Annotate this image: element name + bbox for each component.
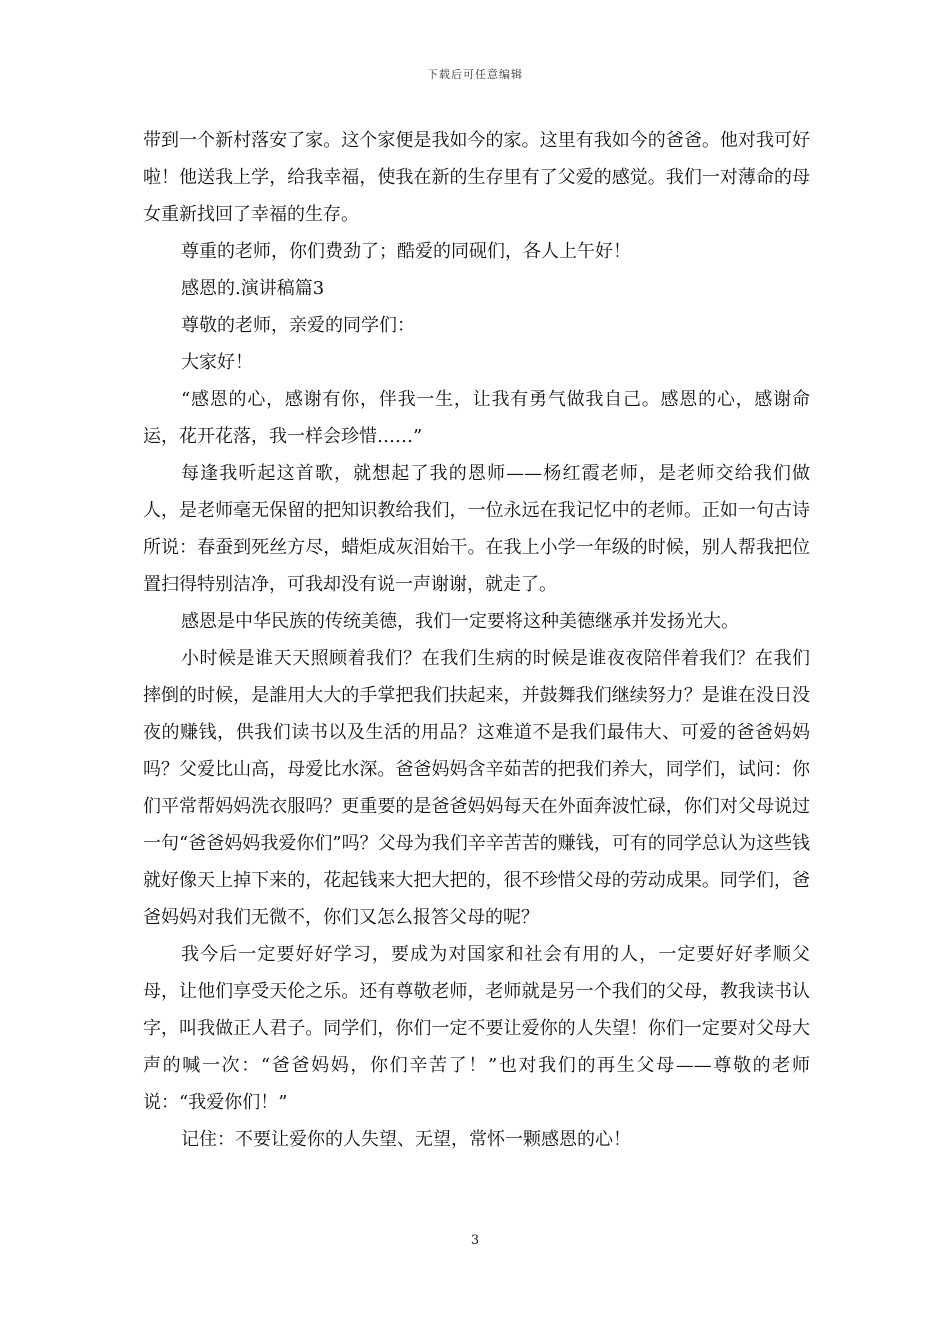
section-title: 感恩的.演讲稿篇3 (181, 278, 325, 299)
paragraph: 小时候是谁天天照顾着我们？在我们生病的时候是谁夜夜陪伴着我们？在我们摔倒的时候，是誰用大大的手掌把我们扶起来，并鼓舞我们继续努力？是谁在没日没夜的赚钱，供我们读书以及生活的用品？这难道不是我们最伟大、可爱的爸爸妈妈吗？父爱比山高，母爱比水深。爸爸妈妈含辛茹苦的把我们养大，同学们，试问：你们平常帮妈妈洗衣服吗？更重要的是爸爸妈妈每天在外面奔波忙碌，你们对父母说过一句“爸爸妈妈我爱你们”吗？父母为我们辛辛苦苦的赚钱，可有的同学总认为这些钱就好像天上掉下来的，花起钱来大把大把的，很不珍惜父母的劳动成果。同学们，爸爸妈妈对我们无微不，你们又怎么报答父母的呢？ (143, 648, 810, 928)
document-body (143, 122, 810, 1158)
paragraph: 我今后一定要好好学习，要成为对国家和社会有用的人，一定要好好孝顺父母，让他们享受天伦之乐。还有尊敬老师，老师就是另一个我们的父母，教我读书认字，叫我做正人君子。同学们，你们一定不要让爱你的人失望！你们一定要对父母大声的喊一次：“爸爸妈妈，你们辛苦了！”也对我们的再生父母——尊敬的老师说：“我爱你们！” (143, 944, 810, 1113)
greeting: 大家好！ (181, 352, 253, 373)
page-header: 下载后可任意编辑 (427, 68, 523, 81)
paragraph: 感恩是中华民族的传统美德，我们一定要将这种美德继承并发扬光大。 (181, 611, 739, 632)
paragraph: “感恩的心，感谢有你，伴我一生，让我有勇气做我自己。感恩的心，感谢命运，花开花落，我一样会珍惜……” (143, 389, 810, 447)
page-number: 3 (470, 1233, 480, 1248)
salutation: 尊敬的老师，亲爱的同学们： (181, 315, 415, 336)
paragraph: 尊重的老师，你们费劲了；酷爱的同砚们，各人上午好！ (181, 241, 631, 262)
paragraph: 每逢我听起这首歌，就想起了我的恩师——杨红霞老师，是老师交给我们做人，是老师毫无保留的把知识教给我们，一位永远在我记忆中的老师。正如一句古诗所说：春蚕到死丝方尽，蜡炬成灰泪始干。在我上小学一年级的时候，别人帮我把位置扫得特别洁净，可我却没有说一声谢谢，就走了。 (143, 463, 810, 595)
paragraph: 记住：不要让爱你的人失望、无望，常怀一颗感恩的心！ (181, 1129, 631, 1150)
paragraph: 带到一个新村落安了家。这个家便是我如今的家。这里有我如今的爸爸。他对我可好啦！他送我上学，给我幸福，使我在新的生存里有了父爱的感觉。我们一对薄命的母女重新找回了幸福的生存。 (143, 130, 810, 225)
